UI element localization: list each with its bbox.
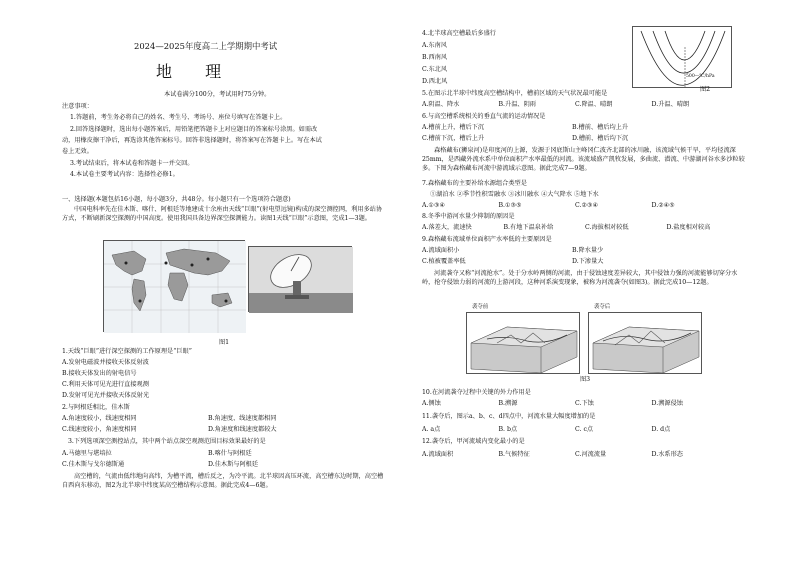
- notice-6: 4.本试卷主要考试内容：选择性必修1。: [70, 171, 179, 178]
- figure-2-caption: 图2: [700, 86, 711, 93]
- q5-option-a[interactable]: A.阴温、降水: [422, 101, 460, 108]
- question-5: 5.在图示北半球中纬度高空槽结构中，槽前区域的天气状况最可能是: [422, 90, 608, 97]
- q1-option-a[interactable]: A.发射电磁波并接收天体反射波: [62, 359, 149, 366]
- q4-option-b[interactable]: B.西南风: [422, 54, 448, 61]
- q2-option-b[interactable]: B.角速度、线速度都相同: [208, 415, 277, 422]
- q6-option-b[interactable]: B.槽前、槽后均上升: [572, 124, 629, 131]
- passage-2: 高空槽的，气流由低纬地向高纬，为槽平流，槽后反之，为冷平流。北半球因高压环流，高空槽东边时期，高空槽自西向东移动，图2为北半球中纬度某高空槽结构示意图。据此完成4—6题。: [62, 473, 384, 489]
- world-map-figure: [103, 240, 245, 332]
- question-7: 7.森格藏布的主要补给水源组合类型是: [422, 180, 527, 187]
- q6-option-a[interactable]: A.槽前上升，槽后下沉: [422, 124, 485, 131]
- q2-option-a[interactable]: A.角速度较小，线速度相同: [62, 415, 137, 422]
- notice-5: 3.考试结束后，将本试卷和答题卡一并交回。: [70, 160, 194, 167]
- passage-4: 河流袭夺又称“河流抢水”。处于分水岭两侧的河流，由于侵蚀速度差异较大，其中侵蚀力强的河流能够切穿分水岭，抢夺侵蚀力弱的河流的上游河段，这种河系演变现象，被称为河流袭夺(如图3)。据此完成10—12题。: [422, 270, 738, 286]
- q8-options: [422, 224, 748, 233]
- question-2: 2.与阿根廷相比，佳木斯: [62, 404, 130, 411]
- q4-option-a[interactable]: A.东南风: [422, 42, 447, 49]
- q7-option-d[interactable]: D.②④⑤: [651, 202, 675, 209]
- q9-option-a[interactable]: A.流域面积小: [422, 247, 460, 254]
- q9-option-c[interactable]: C.植被覆盖率低: [422, 258, 466, 265]
- q5-option-b[interactable]: B.升温、阴雨: [498, 101, 536, 108]
- question-1: 1.天线“巨眼”进行深空探测的工作原理是“巨眼”: [62, 348, 192, 355]
- q5-option-c[interactable]: C.降温、晴朗: [575, 101, 613, 108]
- q10-option-a[interactable]: A.侧蚀: [422, 400, 441, 407]
- telescope-photo: [248, 246, 352, 312]
- exam-title: 2024—2025年度高二上学期期中考试: [134, 41, 278, 51]
- q8-option-c[interactable]: C.海拔相对较低: [585, 224, 629, 231]
- figure-3-caption: 图3: [580, 376, 591, 383]
- q8-option-d[interactable]: D.盐度相对较高: [666, 224, 711, 231]
- figure-2-isobar-label: 500—℃/hPa: [686, 74, 715, 79]
- notice-1: 1.答题前，考生务必将自己的姓名、考生号、考场号、座位号填写在答题卡上。: [70, 114, 287, 121]
- q7-option-b[interactable]: B.①③⑤: [498, 202, 522, 209]
- q2-option-c[interactable]: C.线速度较小，角速度相同: [62, 426, 137, 433]
- q4-option-d[interactable]: D.西北风: [422, 78, 448, 85]
- figure-1-caption: 图1: [219, 339, 230, 346]
- q7-items: ①湖泊水 ②季节性积雪融水 ③冰川融水 ④大气降水 ⑤地下水: [430, 191, 599, 198]
- q1-option-c[interactable]: C.利用天体可见光进行直接观测: [62, 381, 149, 388]
- q3-option-b[interactable]: B.喀什与阿根廷: [208, 450, 252, 457]
- q10-options: [422, 400, 728, 409]
- q10-option-d[interactable]: D.溯源侵蚀: [651, 400, 683, 407]
- q1-option-d[interactable]: D.发射可见光并接收天体反射光: [62, 392, 150, 399]
- q1-option-b[interactable]: B.接收天体发出的射电信号: [62, 370, 137, 377]
- question-10: 10.在河流袭夺过程中关键的外力作用是: [422, 389, 531, 396]
- subject-title: 地 理: [156, 62, 236, 81]
- q5-options: [422, 101, 728, 110]
- notice-4: 卷上无效。: [62, 148, 93, 155]
- q11-option-c[interactable]: C. c点: [575, 426, 594, 433]
- figure-3-before-label: 袭夺前: [472, 304, 489, 310]
- q3-option-c[interactable]: C.佳木斯与戈尔德斯通: [62, 461, 125, 468]
- q2-option-d[interactable]: D.角速度和线速度都较大: [208, 426, 277, 433]
- q11-options: [422, 426, 728, 435]
- q7-option-c[interactable]: C.②③④: [575, 202, 599, 209]
- question-4: 4.北半球高空槽最后多盛行: [422, 30, 496, 37]
- notice-3: 动，用橡皮擦干净后，再选涂其他答案标号。回答非选择题时，将答案写在答题卡上。写在本试: [62, 137, 322, 144]
- notice-2: 2.回答选择题时，选出每小题答案后，用铅笔把答题卡上对应题目的答案标号涂黑。如需改: [70, 126, 318, 133]
- trough-diagram: [632, 26, 732, 88]
- notice-heading: 注意事项：: [62, 103, 93, 110]
- q6-option-d[interactable]: D.槽前、槽后均下沉: [572, 135, 629, 142]
- q12-option-c[interactable]: C.河流流量: [575, 451, 607, 458]
- question-8: 8.冬季中游河水量少抑制的原因是: [422, 213, 515, 220]
- question-11: 11.袭夺后，图示a、b、c、d四点中，河流水量大幅度增加的是: [422, 413, 596, 420]
- q11-option-a[interactable]: A. a点: [422, 426, 441, 433]
- q8-option-a[interactable]: A.落差大，流速快: [422, 224, 472, 231]
- q12-option-d[interactable]: D.水系形态: [651, 451, 683, 458]
- question-3: 3.下列选项深空测控站点，其中两个站点深空观测范围目标效果最好的是: [68, 438, 266, 445]
- q3-option-d[interactable]: D.佳木斯与阿根廷: [208, 461, 259, 468]
- capture-before-diagram: [466, 312, 580, 374]
- q10-option-c[interactable]: C.下蚀: [575, 400, 594, 407]
- q11-option-b[interactable]: B. b点: [498, 426, 518, 433]
- q6-option-c[interactable]: C.槽前下沉，槽后上升: [422, 135, 485, 142]
- q9-option-b[interactable]: B.降水量少: [572, 247, 604, 254]
- q7-options: [422, 202, 728, 211]
- q4-option-c[interactable]: C.东北风: [422, 66, 448, 73]
- capture-after-diagram: [588, 312, 702, 374]
- figure-3-after-label: 袭夺后: [594, 304, 611, 310]
- q5-option-d[interactable]: D.升温、晴朗: [651, 101, 690, 108]
- q7-option-a[interactable]: A.①③④: [422, 202, 446, 209]
- exam-info: 本试卷满分100分，考试用时75分钟。: [164, 91, 271, 98]
- q11-option-d[interactable]: D. d点: [651, 426, 671, 433]
- q12-options: [422, 451, 728, 460]
- question-9: 9.森格藏布流域单位面积产水率低的主要原因是: [422, 236, 552, 243]
- q10-option-b[interactable]: B.溯源: [498, 400, 518, 407]
- passage-1: 中国电科率先在佳木斯、喀什、阿根廷等地建成十余座由天线“巨眼”(射电望远镜)构成的深空测控网，利用多站协方式，不断刷新深空探测的中国高度。使用我国具备边界深空探测能力。读图1天线“巨眼”示意图，完成1—3题。: [62, 206, 383, 222]
- q12-option-a[interactable]: A.流域面积: [422, 451, 454, 458]
- section-heading: 一、选择题(本题包括16小题，每小题3分，共48分。每小题只有一个选项符合题意): [62, 196, 291, 203]
- q8-option-b[interactable]: B.有地下温泉补给: [503, 224, 554, 231]
- q9-option-d[interactable]: D.下渗量大: [572, 258, 604, 265]
- q12-option-b[interactable]: B.气候特征: [498, 451, 530, 458]
- question-12: 12.袭夺后，甲河流域内变化最小的是: [422, 438, 525, 445]
- question-6: 6.与高空槽系统相关的垂直气流的运动情况是: [422, 113, 546, 120]
- passage-3: 森格藏布(狮泉河)是印度河的上源，发源于冈底斯山主峰冈仁波齐北部的冰川融，该流域气候干旱，平均径流深25mm，是西藏外流水系中单位面积产水率最低的河流。该流域盛产凯牧发展，多曲流、潜流、中游湖河谷水多沙粒较多。下图为森格藏布河流中游流域示意图。据此完成7—9题。: [422, 147, 745, 172]
- q3-option-a[interactable]: A.马德里与堪培拉: [62, 450, 112, 457]
